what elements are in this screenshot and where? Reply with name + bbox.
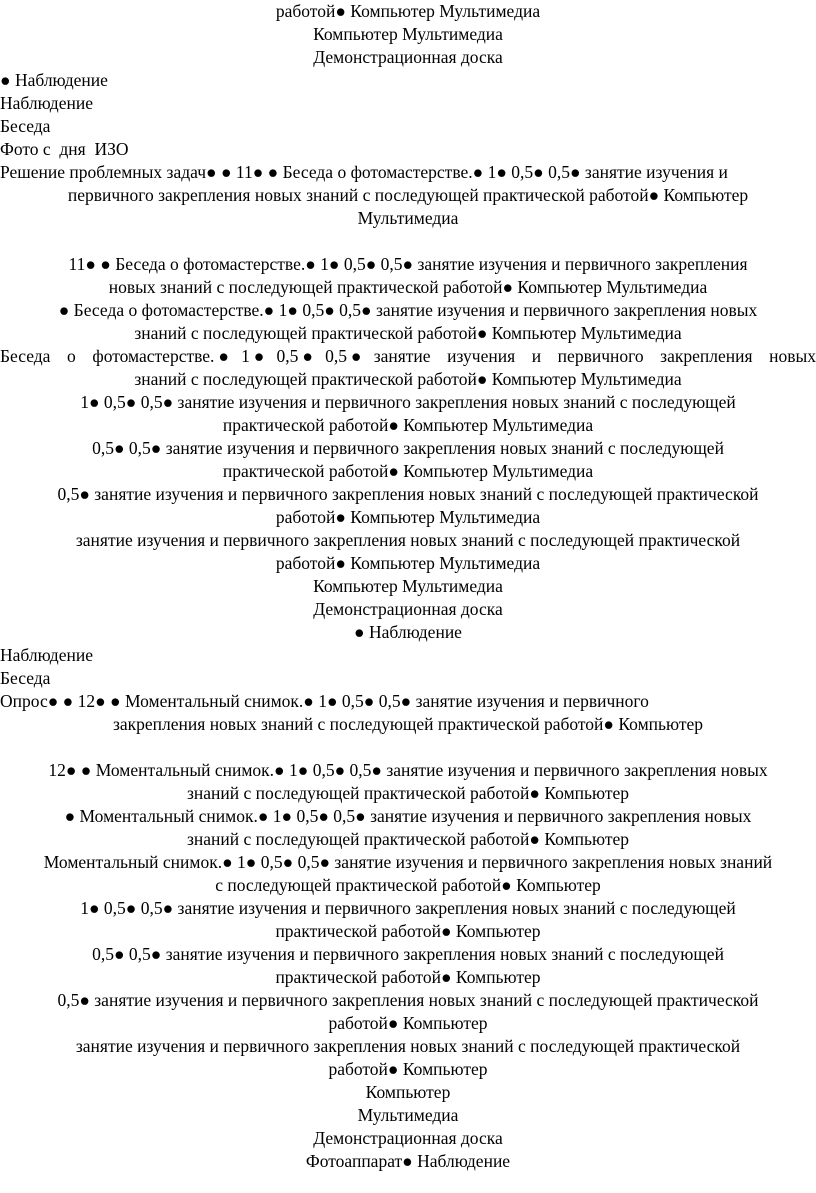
- text-line: 11● ● Беседа о фотомастерстве.● 1● 0,5● 0,5● занятие изучения и первичного закрепления: [68, 254, 748, 274]
- text-line: новых знаний с последующей практической работой● Компьютер Мультимедиа: [108, 277, 708, 297]
- blank-line: [0, 230, 816, 253]
- text-line: работой● Компьютер Мультимедиа: [275, 1, 541, 21]
- text-line: ● Моментальный снимок.● 1● 0,5● 0,5● занятие изучения и первичного закрепления новых: [64, 806, 752, 826]
- text-line: работой● Компьютер Мультимедиа: [275, 553, 541, 573]
- text-line: 0,5● 0,5● занятие изучения и первичного закрепления новых знаний с последующей: [92, 438, 724, 458]
- text-line: ● Наблюдение: [354, 622, 462, 642]
- text-line: 0,5● занятие изучения и первичного закрепления новых знаний с последующей практической: [57, 990, 759, 1010]
- text-line: Моментальный снимок.● 1● 0,5● 0,5● занятие изучения и первичного закрепления новых знаний: [43, 852, 773, 872]
- text-line: 0,5● занятие изучения и первичного закрепления новых знаний с последующей практической: [57, 484, 759, 504]
- text-line: Решение проблемных задач● ● 11● ● Беседа о фотомастерстве.● 1● 0,5● 0,5● занятие изучения и: [0, 162, 728, 182]
- text-line: ● Наблюдение: [0, 70, 108, 90]
- text-line: Наблюдение: [0, 645, 93, 665]
- text-line: Фото с дня ИЗО: [0, 139, 129, 159]
- text-line: знаний с последующей практической работой● Компьютер Мультимедиа: [134, 369, 682, 389]
- text-line: первичного закрепления новых знаний с последующей практической работой● Компьютер: [67, 185, 749, 205]
- text-line: практической работой● Компьютер Мультимедиа: [222, 461, 594, 481]
- text-line: Компьютер Мультимедиа: [313, 576, 503, 596]
- text-line: Компьютер Мультимедиа: [313, 24, 503, 44]
- text-line: работой● Компьютер: [328, 1013, 488, 1033]
- text-line: Компьютер: [365, 1082, 451, 1102]
- text-line: с последующей практической работой● Компьютер: [215, 875, 601, 895]
- text-line: Опрос● ● 12● ● Моментальный снимок.● 1● 0,5● 0,5● занятие изучения и первичного: [0, 691, 649, 711]
- text-line: Фотоаппарат● Наблюдение: [305, 1151, 511, 1171]
- text-line: знаний с последующей практической работой● Компьютер Мультимедиа: [134, 323, 682, 343]
- text-line: 0,5● 0,5● занятие изучения и первичного закрепления новых знаний с последующей: [92, 944, 724, 964]
- text-line: работой● Компьютер Мультимедиа: [275, 507, 541, 527]
- text-line: 12● ● Моментальный снимок.● 1● 0,5● 0,5● занятие изучения и первичного закрепления новых: [48, 760, 768, 780]
- text-line: практической работой● Компьютер: [275, 967, 541, 987]
- text-line: Демонстрационная доска: [313, 1128, 503, 1148]
- text-line: 1● 0,5● 0,5● занятие изучения и первичного закрепления новых знаний с последующей: [80, 392, 736, 412]
- blank-line: [0, 736, 816, 759]
- text-line: Беседа: [0, 116, 51, 136]
- text-line: знаний с последующей практической работой● Компьютер: [186, 829, 630, 849]
- text-line: занятие изучения и первичного закрепления новых знаний с последующей практической: [75, 1036, 741, 1056]
- text-line: ● Беседа о фотомастерстве.● 1● 0,5● 0,5● занятие изучения и первичного закрепления новых: [58, 300, 758, 320]
- text-line: занятие изучения и первичного закрепления новых знаний с последующей практической: [75, 530, 741, 550]
- text-line: Мультимедиа: [357, 1105, 459, 1125]
- text-line: знаний с последующей практической работой● Компьютер: [186, 783, 630, 803]
- text-line: Беседа о фотомастерстве.● 1● 0,5● 0,5● занятие изучения и первичного закрепления новых: [0, 346, 816, 366]
- text-line: 1● 0,5● 0,5● занятие изучения и первичного закрепления новых знаний с последующей: [80, 898, 736, 918]
- text-line: практической работой● Компьютер: [275, 921, 541, 941]
- text-line: работой● Компьютер: [328, 1059, 488, 1079]
- text-line: Мультимедиа: [357, 208, 459, 228]
- text-line: закрепления новых знаний с последующей практической работой● Компьютер: [112, 714, 704, 734]
- text-line: практической работой● Компьютер Мультимедиа: [222, 415, 594, 435]
- text-line: Наблюдение: [0, 93, 93, 113]
- text-line: Демонстрационная доска: [313, 599, 503, 619]
- text-line: Демонстрационная доска: [313, 47, 503, 67]
- text-line: Беседа: [0, 668, 51, 688]
